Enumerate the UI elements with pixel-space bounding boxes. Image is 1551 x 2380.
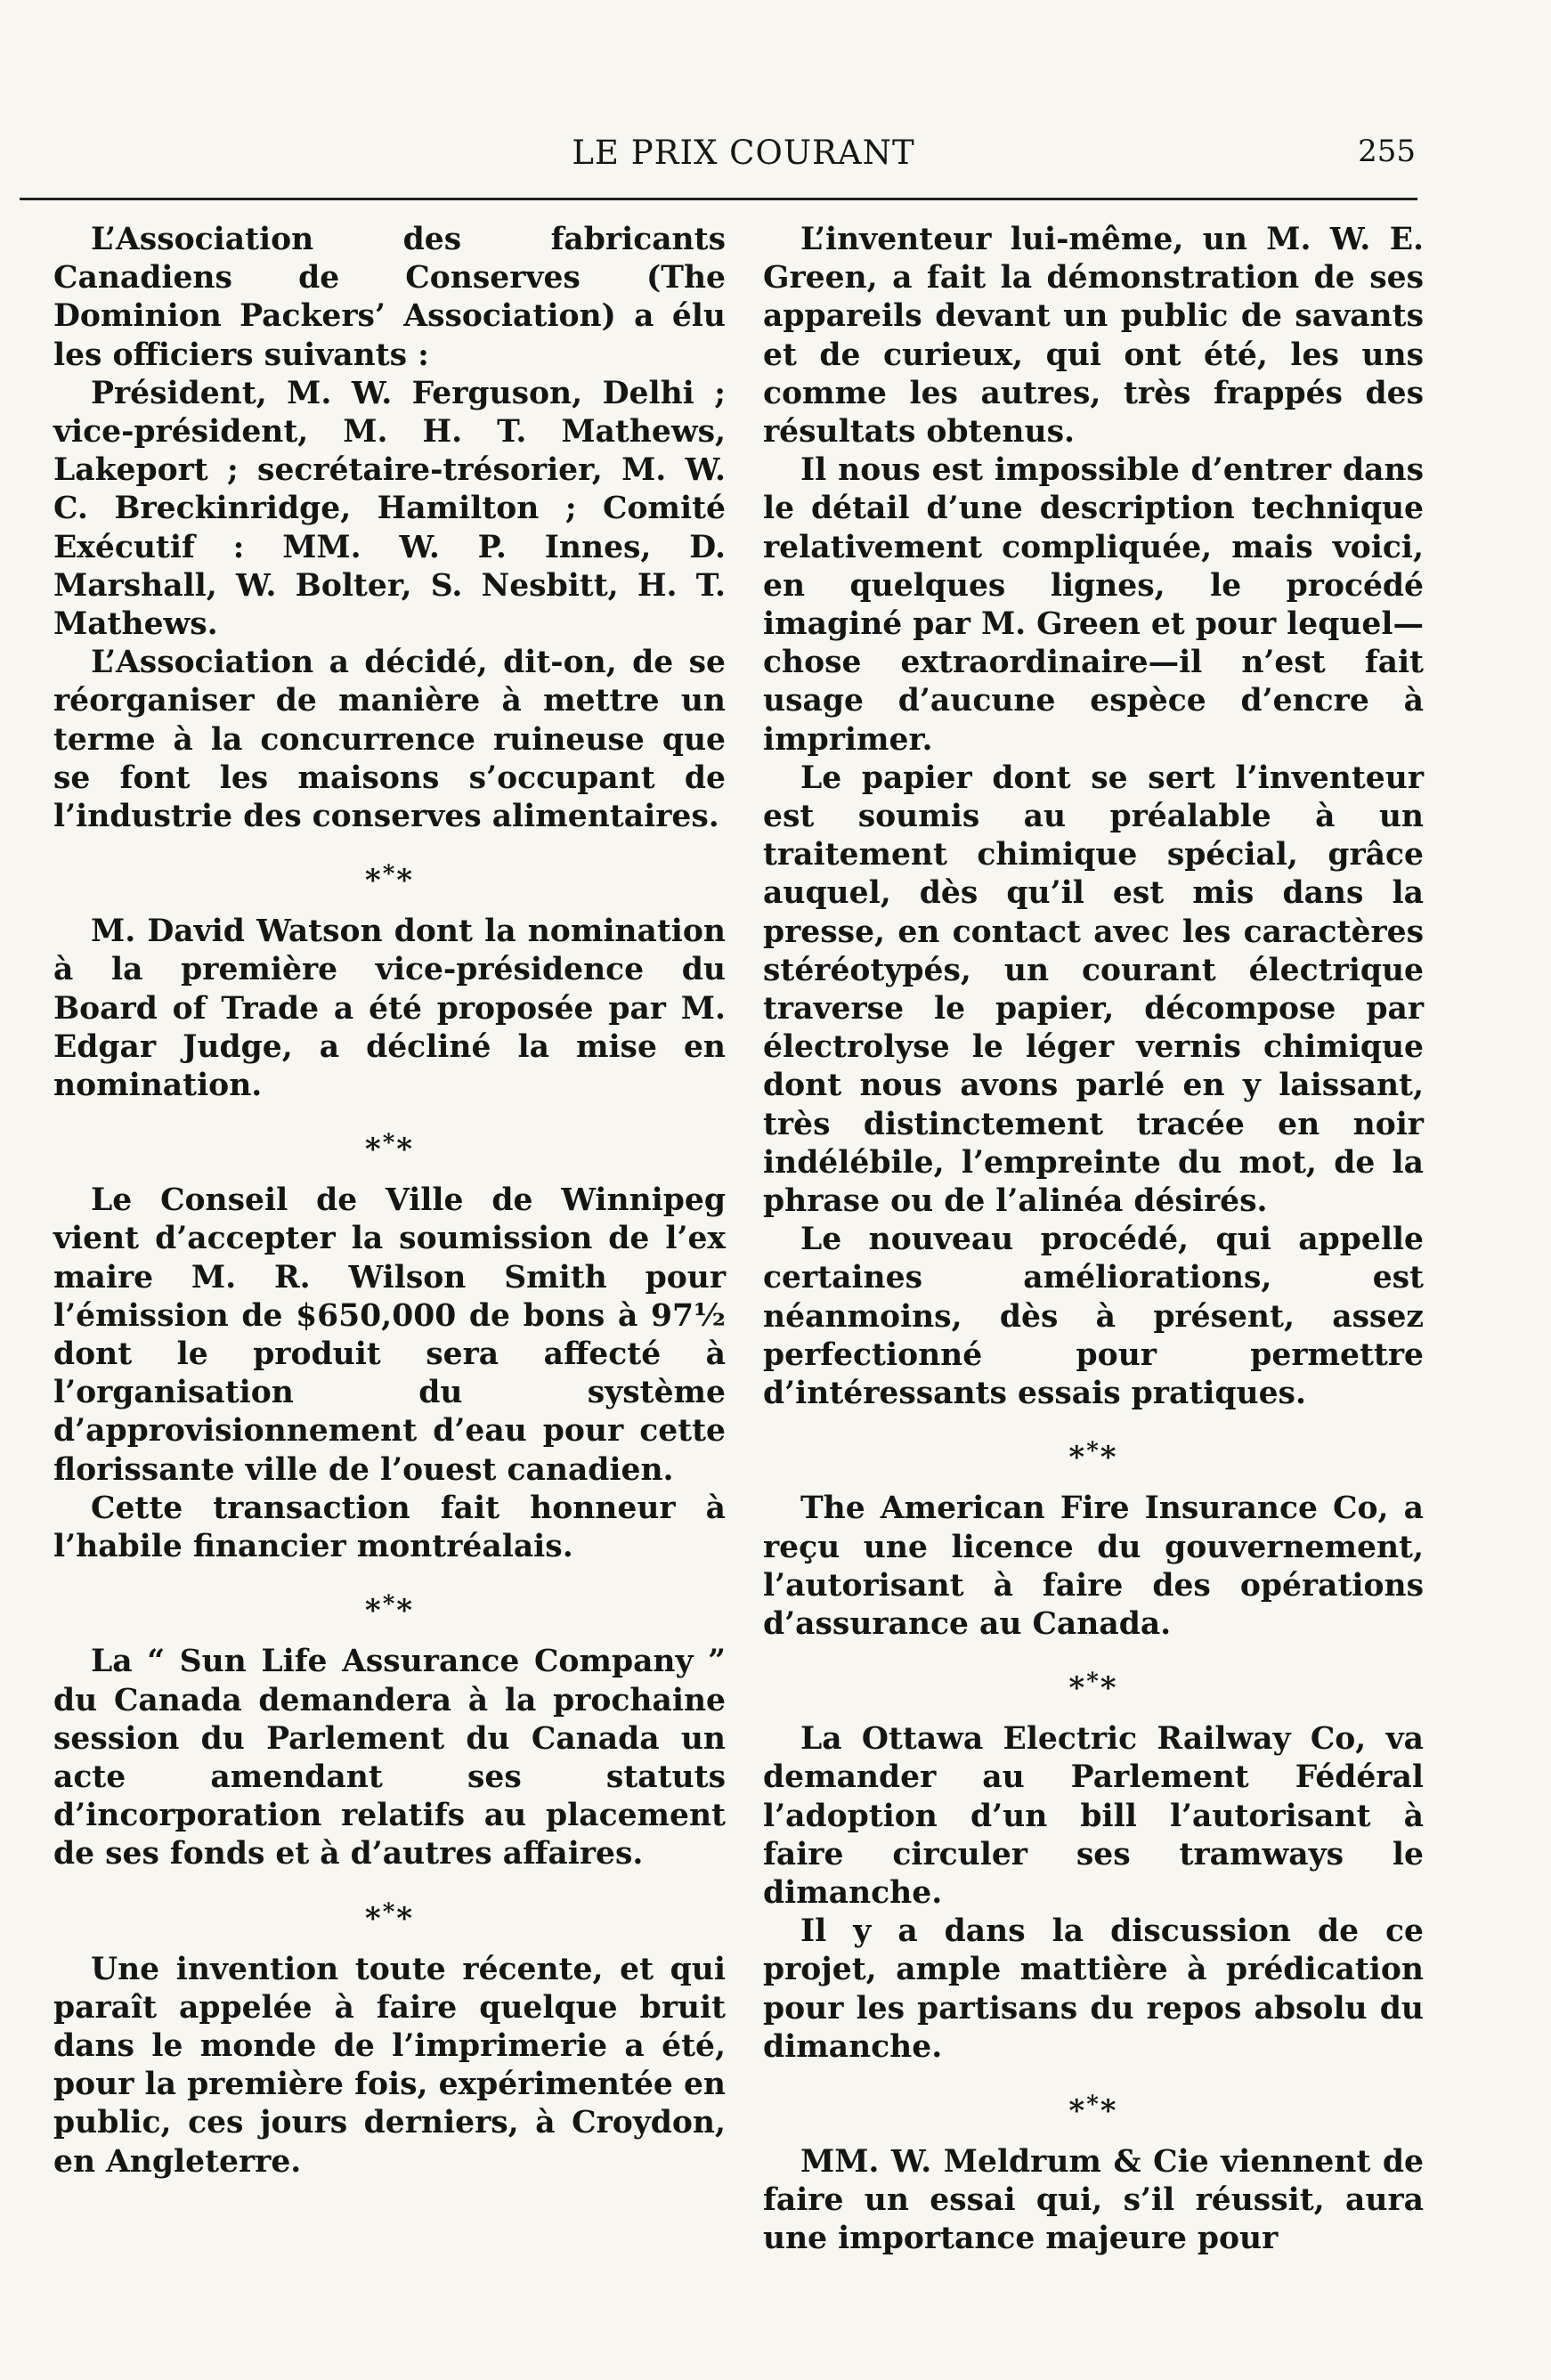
article-paragraph: L’Association des fabricants Canadiens de Conserves (The Dominion Packers’ Association) a élu les officiers suivants : xyxy=(53,222,726,373)
running-head xyxy=(71,134,1416,178)
asterism-separator: *** xyxy=(1068,1438,1118,1476)
article-paragraph: The American Fire Insurance Co, a reçu une licence du gouvernement, l’autorisant à faire des opérations d’assurance au Canada. xyxy=(763,1491,1424,1642)
article-paragraph: L’inventeur lui-même, un M. W. E. Green, a fait la démonstration de ses appareils devant un public de savants et de curieux, qui ont été, les uns comme les autres, très frappés des résultats obtenus. xyxy=(763,222,1424,451)
asterism-separator: *** xyxy=(1068,2091,1118,2129)
article-paragraph: Une invention toute récente, et qui paraît appelée à faire quelque bruit dans le monde de l’imprimerie a été, pour la première fois, expérimentée en public, ces jours derniers, à Croydon, en Angleterre. xyxy=(53,1951,726,2180)
asterism-separator: *** xyxy=(364,1591,415,1629)
article-paragraph: La “ Sun Life Assurance Company ” du Canada demandera à la prochaine session du Parlement du Canada un acte amendant ses statuts d’incorporation relatifs au placement de ses fonds et à d’autres affaires. xyxy=(53,1644,726,1872)
publication-title: LE PRIX COURANT xyxy=(572,134,915,172)
article-paragraph: MM. W. Meldrum & Cie viennent de faire un essai qui, s’il réussit, aura une importance majeure pour xyxy=(763,2143,1424,2257)
article-paragraph: M. David Watson dont la nomination à la première vice-présidence du Board of Trade a été proposée par M. Edgar Judge, a décliné la mise en nomination. xyxy=(53,914,726,1104)
asterism-separator: *** xyxy=(364,1130,415,1168)
page-number: 255 xyxy=(1358,134,1416,169)
article-paragraph: Cette transaction fait honneur à l’habile financier montréalais. xyxy=(53,1490,726,1565)
article-paragraph: Président, M. W. Ferguson, Delhi ; vice-président, M. H. T. Mathews, Lakeport ; secrétaire-trésorier, M. W. C. Breckinridge, Hamilton ; Comité Exécutif : MM. W. P. Innes, D. Marshall, W. Bolter, S. Nesbitt, H. T. Mathews. xyxy=(53,375,726,643)
article-paragraph: L’Association a décidé, dit-on, de se réorganiser de manière à mettre un terme à la concurrence ruineuse que se font les maisons s’occupant de l’industrie des conserves alimentaires. xyxy=(53,645,726,835)
article-paragraph: Le Conseil de Ville de Winnipeg vient d’accepter la soumission de l’ex maire M. R. Wilson Smith pour l’émission de $650,000 de bons à 97½ dont le produit sera affecté à l’organisation du système d’approvisionnement d’eau pour cette florissante ville de l’ouest canadien. xyxy=(53,1182,726,1488)
asterism-separator: *** xyxy=(1068,1669,1118,1707)
article-paragraph: Il nous est impossible d’entrer dans le détail d’une description technique relativement compliquée, mais voici, en quelques lignes, le procédé imaginé par M. Green et pour lequel—chose extraordinaire—il n’est fait usage d’aucune espèce d’encre à imprimer. xyxy=(763,452,1424,758)
article-paragraph: Le nouveau procédé, qui appelle certaines améliorations, est néanmoins, dès à présent, assez perfectionné pour permettre d’intéressants essais pratiques. xyxy=(763,1222,1424,1412)
article-paragraph: La Ottawa Electric Railway Co, va demander au Parlement Fédéral l’adoption d’un bill l’autorisant à faire circuler ses tramways le dimanche. xyxy=(763,1721,1424,1911)
header-rule xyxy=(20,198,1417,200)
article-paragraph: Le papier dont se sert l’inventeur est soumis au préalable à un traitement chimique spécial, grâce auquel, dès qu’il est mis dans la presse, en contact avec les caractères stéréotypés, un courant électrique traverse le papier, décompose par électrolyse le léger vernis chimique dont nous avons parlé en y laissant, très distinctement tracée en noir indélébile, l’empreinte du mot, de la phrase ou de l’alinéa désirés. xyxy=(763,759,1424,1220)
asterism-separator: *** xyxy=(364,861,415,899)
asterism-separator: *** xyxy=(364,1898,415,1937)
right-column xyxy=(763,221,1424,2259)
article-paragraph: Il y a dans la discussion de ce projet, ample mattière à prédication pour les partisans du repos absolu du dimanche. xyxy=(763,1913,1424,2065)
left-column xyxy=(53,221,726,2181)
